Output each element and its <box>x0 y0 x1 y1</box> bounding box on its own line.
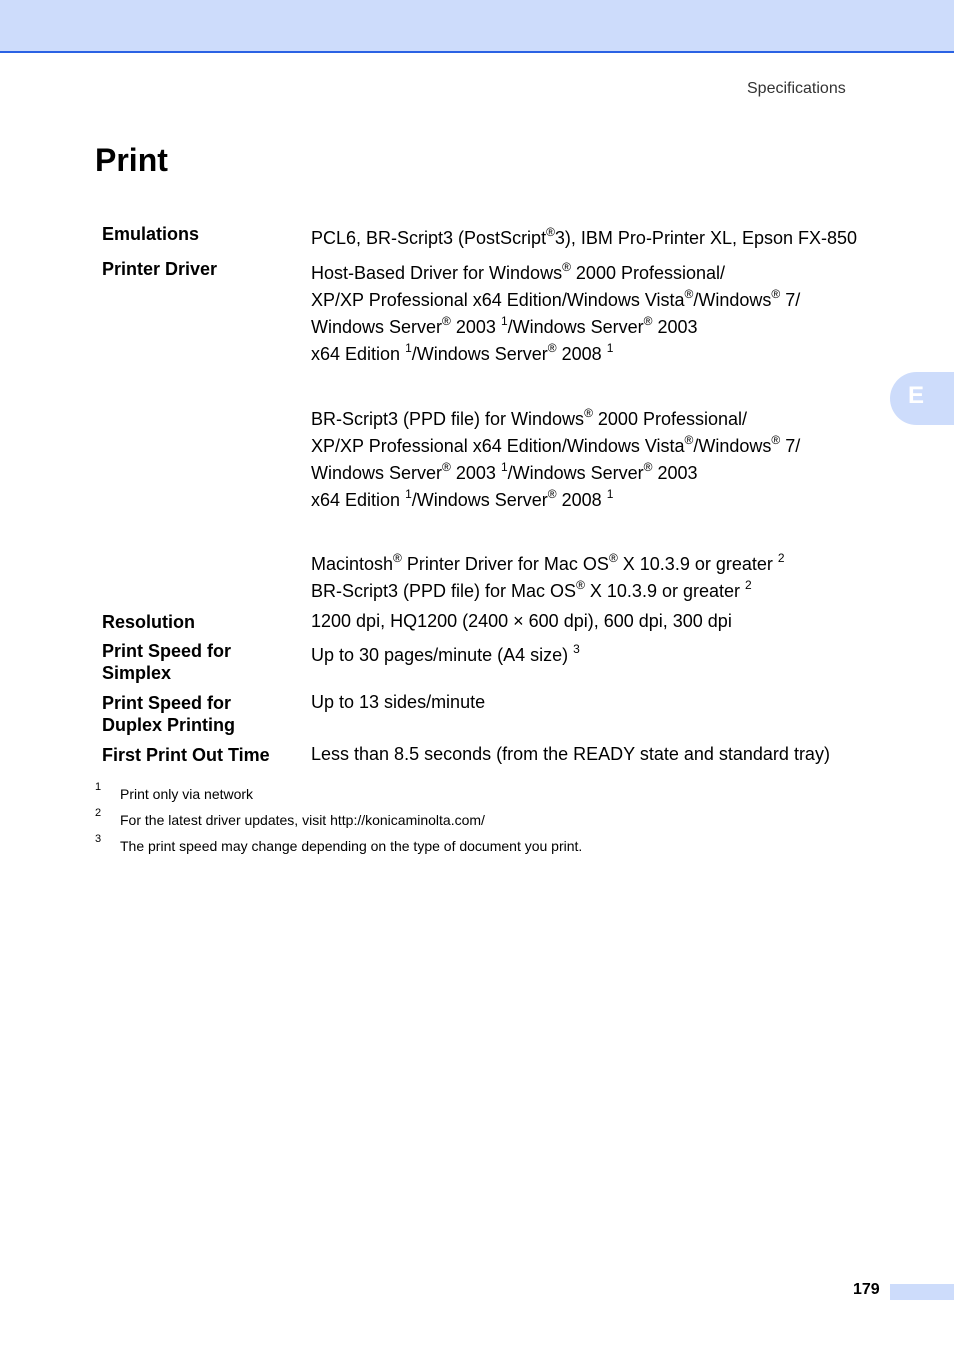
section-header: Specifications <box>747 80 846 97</box>
first-print-out-label: First Print Out Time <box>102 745 270 765</box>
br-script-driver-value <box>311 406 911 514</box>
emulations-label: Emulations <box>102 224 200 244</box>
resolution-value: 1200 dpi, HQ1200 (2400 × 600 dpi), 600 dpi, 300 dpi <box>311 611 732 631</box>
print-speed-simplex-value: Up to 30 pages/minute (A4 size) $^3$ <box>311 642 580 665</box>
br-script-line-4: x64 Edition $^1$/Windows Server® 2008 $^1$ <box>311 487 614 510</box>
br-script-line-3: Windows Server® 2003 $^1$/Windows Server® 2003 <box>311 460 698 483</box>
print-speed-simplex-label: Print Speed for Simplex <box>102 641 232 683</box>
br-script-line-1: BR-Script3 (PPD file) for Windows® 2000 Professional/ <box>311 406 748 429</box>
printer-driver-label: Printer Driver <box>102 259 218 279</box>
print-speed-duplex-value: Up to 13 sides/minute <box>311 692 486 712</box>
printer-driver-value <box>311 260 911 368</box>
first-print-out-value: Less than 8.5 seconds (from the READY state and standard tray) <box>311 744 830 764</box>
emulations-value: PCL6, BR-Script3 (PostScript®3), IBM Pro-Printer XL, Epson FX-850 <box>311 225 858 248</box>
host-based-line-1: Host-Based Driver for Windows® 2000 Professional/ <box>311 260 726 283</box>
page-number: 179 <box>853 1281 880 1298</box>
print-speed-duplex-label: Print Speed for Duplex Printing <box>102 693 236 735</box>
mac-line-1: Macintosh® Printer Driver for Mac OS® X 10.3.9 or greater $^2$ <box>311 551 785 574</box>
host-based-line-2: XP/XP Professional x64 Edition/Windows Vista®/Windows® 7/ <box>311 287 801 310</box>
br-script-line-2: XP/XP Professional x64 Edition/Windows Vista®/Windows® 7/ <box>311 433 801 456</box>
mac-line-2: BR-Script3 (PPD file) for Mac OS® X 10.3.9 or greater $^2$ <box>311 578 752 601</box>
page-number-band <box>890 1284 954 1300</box>
mac-driver-value <box>311 551 911 605</box>
host-based-line-3: Windows Server® 2003 $^1$/Windows Server® 2003 <box>311 314 698 337</box>
chapter-tab-letter: E <box>908 382 925 409</box>
page-title: Print <box>95 142 168 178</box>
host-based-line-4: x64 Edition $^1$/Windows Server® 2008 $^1$ <box>311 341 614 364</box>
header-band <box>0 0 954 53</box>
resolution-label: Resolution <box>102 612 195 632</box>
